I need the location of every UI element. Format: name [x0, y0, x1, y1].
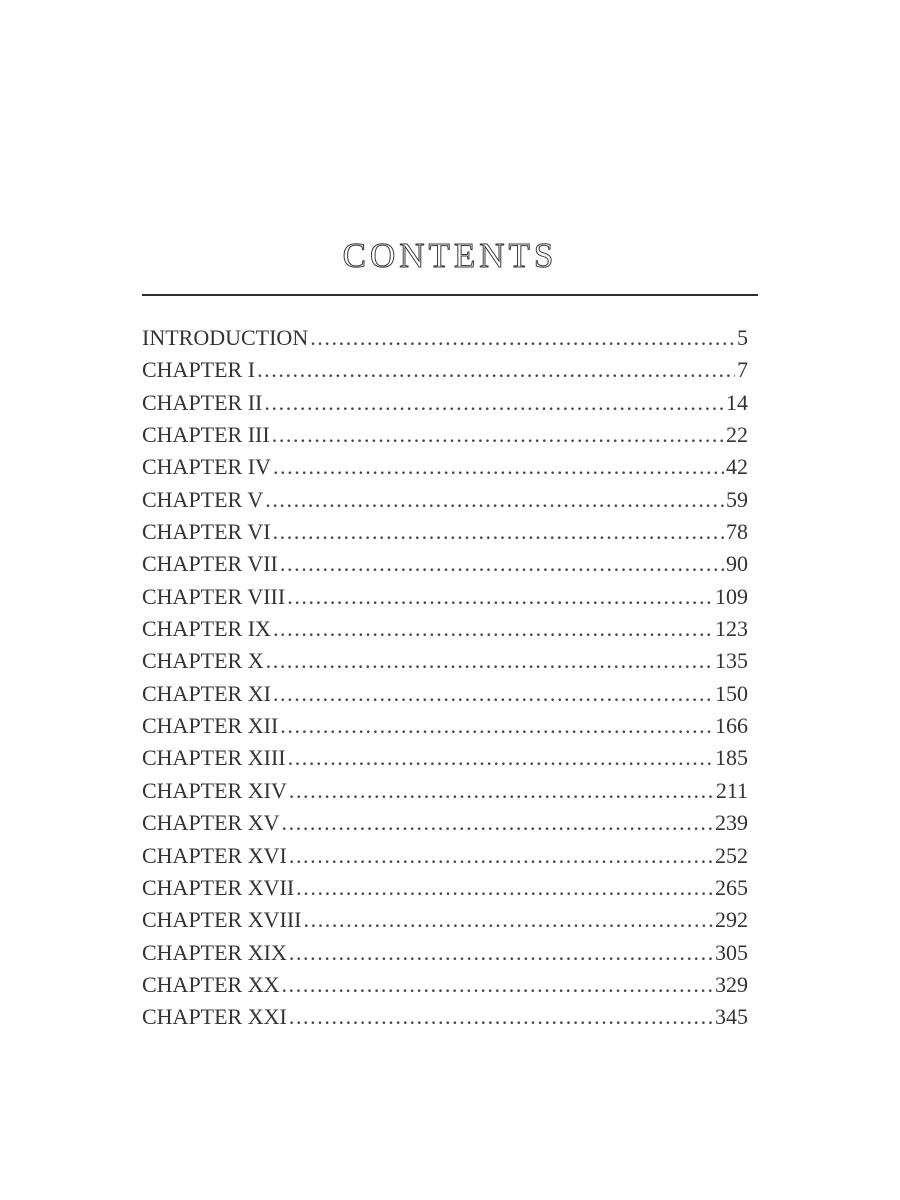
dot-leader	[289, 940, 713, 966]
toc-entry-page: 252	[715, 842, 748, 868]
toc-entry-chapter-3[interactable]	[142, 422, 748, 454]
toc-entry-page: 109	[715, 583, 748, 609]
toc-entry-chapter-11[interactable]	[142, 681, 748, 713]
dot-leader	[289, 1004, 713, 1030]
toc-entry-chapter-1[interactable]	[142, 357, 748, 389]
toc-entry-chapter-16[interactable]	[142, 843, 748, 875]
toc-entry-page: 42	[726, 454, 748, 480]
toc-entry-chapter-19[interactable]	[142, 940, 748, 972]
toc-entry-page: 345	[715, 1004, 748, 1030]
dot-leader	[287, 584, 713, 610]
toc-entry-label: CHAPTER XIII	[142, 745, 286, 771]
toc-entry-page: 59	[726, 486, 748, 512]
dot-leader	[273, 616, 713, 642]
toc-entry-chapter-9[interactable]	[142, 616, 748, 648]
dot-leader	[288, 745, 713, 771]
toc-entry-page: 90	[726, 551, 748, 577]
toc-entry-page: 14	[726, 389, 748, 415]
toc-entry-page: 7	[737, 357, 748, 383]
toc-entry-label: CHAPTER XVII	[142, 874, 295, 900]
dot-leader	[266, 648, 713, 674]
toc-entry-chapter-12[interactable]	[142, 713, 748, 745]
toc-entry-label: INTRODUCTION	[142, 325, 309, 350]
toc-entry-chapter-17[interactable]	[142, 875, 748, 907]
dot-leader	[282, 972, 713, 998]
dot-leader	[280, 713, 713, 739]
dot-leader	[289, 843, 713, 869]
toc-entry-label: CHAPTER II	[142, 389, 263, 415]
toc-entry-page: 292	[715, 907, 748, 933]
toc-entry-page: 150	[715, 680, 748, 706]
toc-entry-label: CHAPTER XXI	[142, 1004, 287, 1030]
toc-entry-label: CHAPTER XV	[142, 810, 280, 836]
toc-entry-page: 329	[715, 971, 748, 997]
dot-leader	[265, 487, 724, 513]
toc-entry-chapter-5[interactable]	[142, 487, 748, 519]
table-of-contents	[142, 325, 748, 1037]
toc-entry-label: CHAPTER XIX	[142, 939, 287, 965]
dot-leader	[296, 875, 713, 901]
toc-entry-chapter-18[interactable]	[142, 907, 748, 939]
toc-entry-label: CHAPTER IV	[142, 454, 271, 480]
dot-leader	[273, 681, 713, 707]
toc-entry-label: CHAPTER VI	[142, 519, 271, 545]
toc-entry-chapter-6[interactable]	[142, 519, 748, 551]
toc-entry-label: CHAPTER V	[142, 486, 264, 512]
toc-entry-chapter-7[interactable]	[142, 551, 748, 583]
dot-leader	[289, 778, 714, 804]
toc-entry-introduction[interactable]	[142, 325, 748, 357]
toc-entry-chapter-2[interactable]	[142, 390, 748, 422]
toc-entry-page: 5	[737, 325, 748, 350]
dot-leader	[304, 907, 714, 933]
toc-entry-label: CHAPTER XIV	[142, 777, 287, 803]
toc-entry-label: CHAPTER XVI	[142, 842, 287, 868]
toc-entry-label: CHAPTER XVIII	[142, 907, 302, 933]
toc-entry-chapter-20[interactable]	[142, 972, 748, 1004]
page-title: CONTENTS	[342, 236, 558, 275]
toc-entry-page: 265	[715, 874, 748, 900]
toc-entry-label: CHAPTER VIII	[142, 583, 286, 609]
dot-leader	[280, 551, 724, 577]
dot-leader	[310, 325, 735, 351]
toc-entry-page: 239	[715, 810, 748, 836]
toc-entry-page: 185	[715, 745, 748, 771]
toc-entry-page: 78	[726, 519, 748, 545]
toc-entry-label: CHAPTER XII	[142, 713, 279, 739]
toc-entry-page: 22	[726, 422, 748, 448]
dot-leader	[272, 422, 724, 448]
toc-entry-label: CHAPTER IX	[142, 616, 271, 642]
toc-entry-label: CHAPTER XX	[142, 971, 280, 997]
toc-entry-label: CHAPTER III	[142, 422, 270, 448]
dot-leader	[282, 810, 713, 836]
toc-entry-chapter-4[interactable]	[142, 454, 748, 486]
dot-leader	[273, 454, 724, 480]
toc-entry-chapter-10[interactable]	[142, 648, 748, 680]
toc-entry-chapter-13[interactable]	[142, 745, 748, 777]
toc-entry-page: 123	[715, 616, 748, 642]
dot-leader	[273, 519, 724, 545]
toc-entry-chapter-21[interactable]	[142, 1004, 748, 1036]
toc-entry-chapter-14[interactable]	[142, 778, 748, 810]
toc-entry-page: 135	[715, 648, 748, 674]
toc-entry-chapter-8[interactable]	[142, 584, 748, 616]
toc-entry-page: 166	[715, 713, 748, 739]
toc-entry-label: CHAPTER X	[142, 648, 264, 674]
toc-entry-page: 305	[715, 939, 748, 965]
toc-entry-chapter-15[interactable]	[142, 810, 748, 842]
dot-leader	[257, 357, 735, 383]
title-divider	[142, 294, 758, 296]
dot-leader	[264, 390, 724, 416]
toc-entry-label: CHAPTER XI	[142, 680, 271, 706]
toc-entry-label: CHAPTER VII	[142, 551, 278, 577]
toc-entry-page: 211	[715, 777, 748, 803]
toc-entry-label: CHAPTER I	[142, 357, 256, 383]
